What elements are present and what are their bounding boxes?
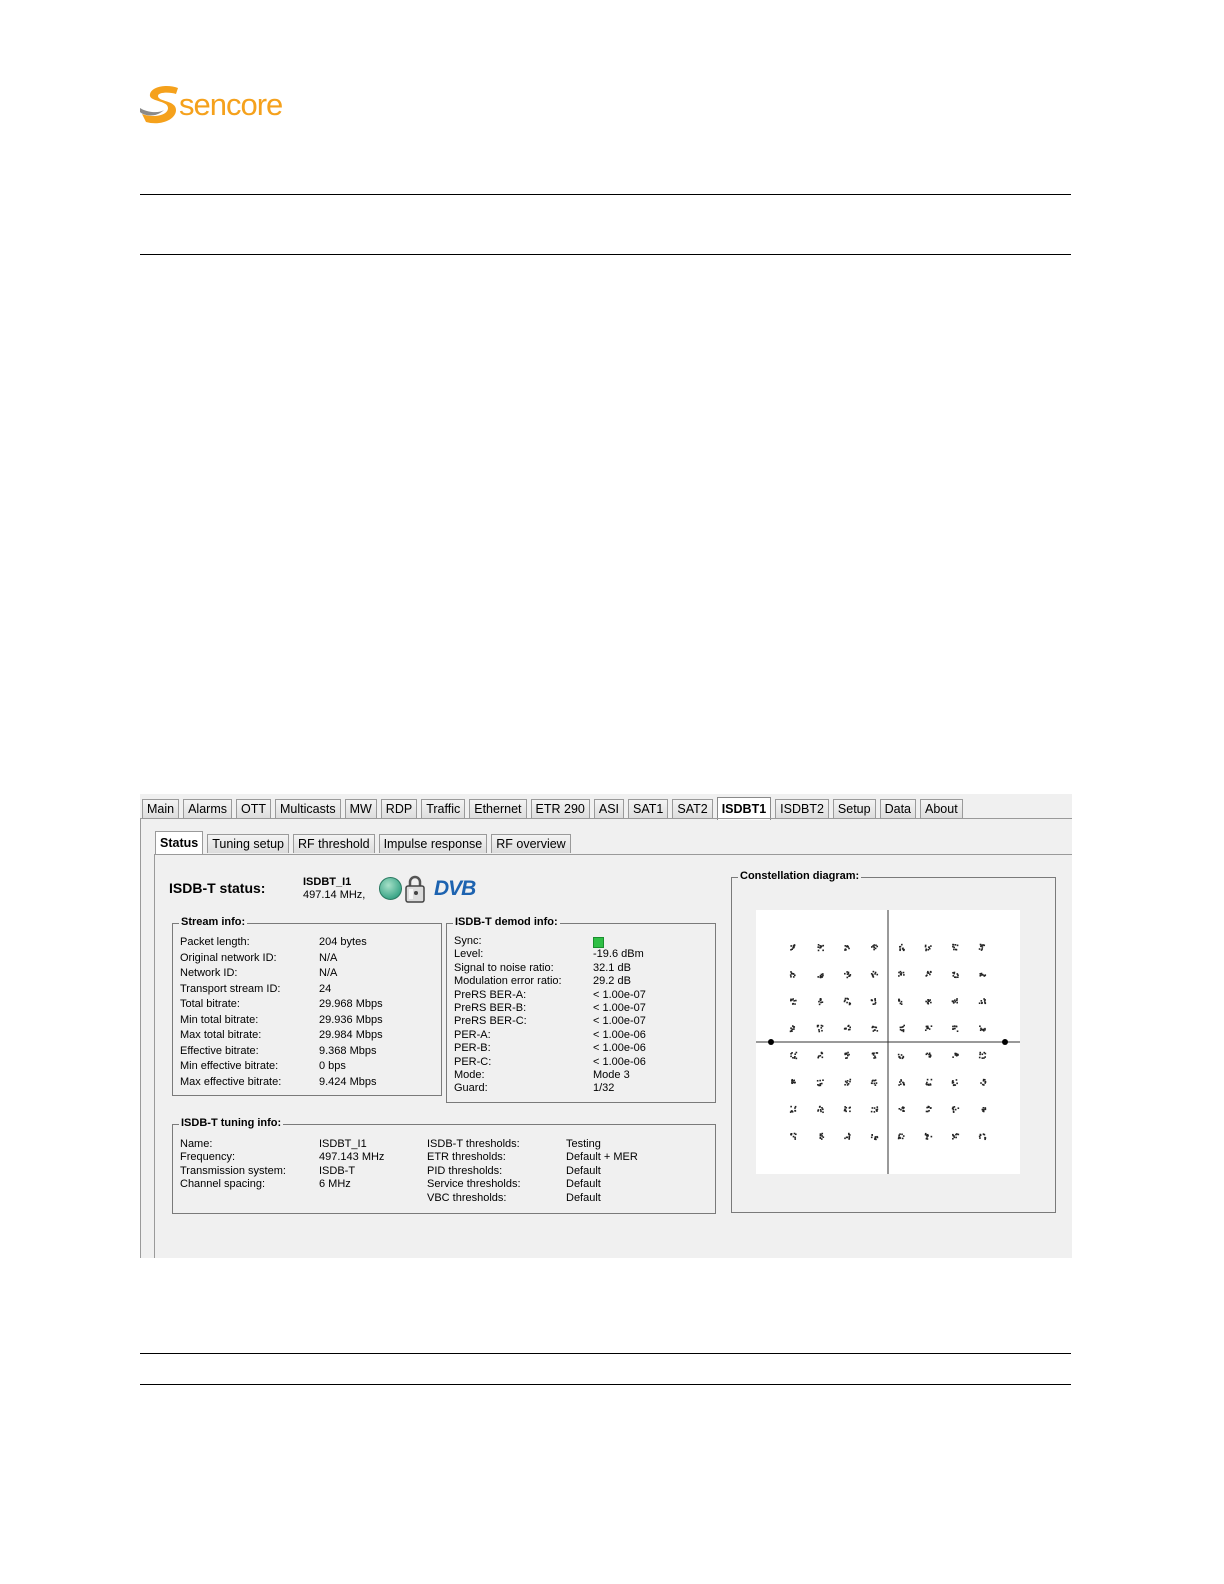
constellation-point — [790, 971, 796, 978]
tab-mw[interactable]: MW — [345, 799, 377, 819]
sub-content-border — [154, 854, 155, 1258]
subtab-status[interactable]: Status — [155, 831, 203, 854]
status-indicator-icon — [379, 877, 402, 900]
constellation-point — [899, 1106, 905, 1112]
constellation-point — [790, 998, 797, 1005]
stream-info-value: 9.424 Mbps — [319, 1075, 377, 1088]
threshold-key: Service thresholds: — [427, 1178, 521, 1191]
constellation-point — [844, 945, 850, 951]
constellation-point — [872, 1052, 878, 1059]
stream-info-key: Packet length: — [180, 936, 250, 948]
constellation-point — [790, 944, 795, 950]
lock-icon — [403, 874, 427, 904]
demod-info-value: -19.6 dBm — [593, 948, 644, 961]
header-rule-bottom — [140, 254, 1071, 255]
stream-info-value: 24 — [319, 982, 332, 995]
tab-asi[interactable]: ASI — [594, 799, 624, 819]
stream-info-values — [319, 935, 383, 1090]
constellation-point — [982, 1107, 987, 1112]
tab-about[interactable]: About — [920, 799, 963, 819]
tuning-key: Name: — [180, 1138, 213, 1150]
stream-info-value: N/A — [319, 967, 338, 979]
subtab-rf-overview[interactable]: RF overview — [491, 834, 570, 853]
tuning-info-panel — [172, 1117, 716, 1214]
demod-info-value: < 1.00e-07 — [593, 1001, 646, 1014]
tab-main[interactable]: Main — [142, 799, 179, 819]
tab-ott[interactable]: OTT — [236, 799, 271, 819]
constellation-point — [790, 1106, 797, 1113]
constellation-point — [979, 973, 986, 977]
demod-info-key: PreRS BER-A: — [454, 988, 527, 1001]
demod-info-key: Level: — [454, 948, 484, 961]
constellation-point — [952, 1053, 959, 1058]
threshold-key: PID thresholds: — [427, 1164, 503, 1177]
stream-info-key: Max effective bitrate: — [180, 1075, 282, 1088]
constellation-diagram — [756, 910, 1020, 1174]
constellation-point — [925, 1133, 932, 1140]
constellation-point — [790, 1025, 795, 1032]
constellation-point — [925, 971, 931, 977]
constellation-point — [952, 1025, 958, 1032]
constellation-point — [871, 1134, 878, 1140]
tab-isdbt2[interactable]: ISDBT2 — [775, 799, 829, 819]
demod-info-key: PreRS BER-C: — [454, 1015, 527, 1028]
stream-info-value: 29.968 Mbps — [319, 998, 383, 1010]
main-tab-bar — [142, 796, 967, 818]
pilot-marker-left — [768, 1039, 774, 1045]
threshold-key: VBC thresholds: — [427, 1191, 507, 1204]
main-tab-line — [140, 818, 1072, 819]
subtab-rf-threshold[interactable]: RF threshold — [293, 834, 375, 853]
tab-multicasts[interactable]: Multicasts — [275, 799, 341, 819]
constellation-point — [871, 998, 877, 1005]
constellation-point — [979, 998, 986, 1004]
demod-info-value: 29.2 dB — [593, 975, 631, 988]
demod-info-key: Modulation error ratio: — [454, 975, 562, 988]
constellation-point — [844, 1133, 850, 1140]
tab-sat2[interactable]: SAT2 — [672, 799, 712, 819]
stream-info-value: 204 bytes — [319, 936, 367, 948]
threshold-value: Default — [566, 1191, 601, 1204]
tuning-key: Frequency: — [180, 1151, 236, 1164]
constellation-point — [844, 1079, 851, 1086]
content-border — [140, 819, 141, 1258]
footer-rule-bottom — [140, 1384, 1071, 1385]
tab-data[interactable]: Data — [880, 799, 916, 819]
footer-rule-top — [140, 1353, 1071, 1354]
constellation-point — [952, 1133, 959, 1139]
constellation-point — [898, 999, 902, 1005]
threshold-key: ETR thresholds: — [427, 1151, 506, 1164]
constellation-point — [871, 971, 878, 978]
demod-info-value: Mode 3 — [593, 1068, 630, 1081]
header-rule-top — [140, 194, 1071, 195]
demod-info-values — [593, 935, 646, 1096]
constellation-point — [817, 1052, 823, 1059]
tuning-right-keys — [427, 1138, 521, 1205]
constellation-point — [871, 1106, 878, 1112]
demod-info-value: 1/32 — [593, 1082, 615, 1095]
constellation-point — [844, 971, 851, 978]
tuning-value: ISDB-T — [319, 1164, 356, 1177]
demod-info-key: PreRS BER-B: — [454, 1001, 527, 1014]
constellation-point — [871, 944, 878, 950]
stream-info-title: Stream info: — [181, 916, 246, 928]
constellation-point — [818, 998, 823, 1005]
threshold-value: Default — [566, 1178, 601, 1191]
constellation-point — [817, 944, 824, 951]
constellation-point — [952, 1079, 958, 1086]
demod-info-key: Signal to noise ratio: — [454, 961, 554, 974]
demod-info-key: PER-C: — [454, 1055, 492, 1068]
constellation-point — [871, 1026, 878, 1032]
constellation-point — [979, 944, 985, 951]
threshold-value: Testing — [566, 1138, 601, 1150]
stream-info-panel — [172, 916, 442, 1096]
demod-value-list — [593, 948, 646, 1095]
sync-status-icon — [593, 937, 604, 948]
constellation-title: Constellation diagram: — [740, 870, 860, 882]
demod-info-keys — [454, 935, 562, 1096]
demod-info-value: < 1.00e-06 — [593, 1042, 646, 1055]
constellation-point — [979, 1133, 986, 1140]
demod-info-value: < 1.00e-06 — [593, 1055, 646, 1068]
tab-etr-290[interactable]: ETR 290 — [531, 799, 590, 819]
constellation-point — [926, 1079, 933, 1086]
sub-tab-bar — [155, 830, 575, 853]
constellation-point — [926, 1053, 932, 1058]
threshold-value: Default — [566, 1164, 601, 1177]
demod-info-panel — [446, 916, 716, 1103]
demod-key-list — [454, 948, 562, 1095]
stream-info-key: Effective bitrate: — [180, 1044, 259, 1057]
constellation-point — [952, 1106, 959, 1113]
constellation-point — [844, 1052, 849, 1059]
tab-sat1[interactable]: SAT1 — [628, 799, 668, 819]
stream-info-key: Transport stream ID: — [180, 982, 281, 995]
tab-setup[interactable]: Setup — [833, 799, 876, 819]
constellation-point — [898, 971, 905, 977]
constellation-point — [925, 945, 932, 952]
demod-info-value: < 1.00e-06 — [593, 1028, 646, 1041]
constellation-point — [952, 944, 958, 951]
tab-ethernet[interactable]: Ethernet — [469, 799, 526, 819]
stream-info-key: Min effective bitrate: — [180, 1060, 279, 1072]
demod-info-key: PER-A: — [454, 1028, 491, 1041]
stream-info-key: Original network ID: — [180, 951, 277, 964]
constellation-point — [791, 1079, 796, 1084]
constellation-point — [898, 1079, 905, 1086]
tuning-left-keys — [180, 1138, 286, 1192]
stream-info-key: Network ID: — [180, 967, 238, 979]
stream-info-value: N/A — [319, 951, 338, 964]
constellation-point — [980, 1079, 986, 1086]
demod-info-key: Mode: — [454, 1068, 485, 1081]
tab-isdbt1[interactable]: ISDBT1 — [717, 797, 771, 820]
demod-info-value: < 1.00e-07 — [593, 1015, 646, 1028]
constellation-point — [926, 1106, 932, 1113]
threshold-key: ISDB-T thresholds: — [427, 1138, 520, 1150]
tuning-value: ISDBT_I1 — [319, 1138, 367, 1150]
constellation-point — [790, 1133, 796, 1140]
constellation-panel — [731, 870, 1056, 1213]
tab-traffic[interactable]: Traffic — [421, 799, 465, 819]
sync-value — [593, 935, 646, 948]
constellation-point — [820, 1133, 825, 1140]
demod-info-value: < 1.00e-07 — [593, 988, 646, 1001]
demod-info-key: PER-B: — [454, 1042, 491, 1055]
tuning-key: Transmission system: — [180, 1164, 286, 1177]
sync-label: Sync: — [454, 935, 482, 947]
constellation-point — [952, 998, 958, 1004]
pilot-marker-right — [1002, 1039, 1008, 1045]
brand-name: sencore — [179, 87, 283, 122]
constellation-point — [817, 1079, 824, 1086]
tuning-left-values — [319, 1138, 384, 1192]
stream-name: ISDBT_I1 — [303, 876, 352, 888]
constellation-point — [817, 973, 823, 978]
constellation-point — [898, 1133, 905, 1139]
subtab-impulse-response[interactable]: Impulse response — [379, 834, 488, 853]
constellation-point — [898, 1054, 904, 1059]
demod-info-title: ISDB-T demod info: — [455, 916, 558, 928]
subtab-tuning-setup[interactable]: Tuning setup — [207, 834, 289, 853]
constellation-point — [979, 1025, 986, 1031]
sub-tab-line — [154, 854, 1072, 855]
demod-info-key: Guard: — [454, 1082, 488, 1095]
stream-info-key: Max total bitrate: — [180, 1029, 262, 1041]
constellation-point — [925, 1025, 932, 1031]
tuning-right-values — [566, 1138, 638, 1205]
tab-rdp[interactable]: RDP — [381, 799, 417, 819]
sencore-s-icon — [138, 82, 182, 128]
stream-info-value: 0 bps — [319, 1060, 346, 1072]
isdbt-status-screenshot — [140, 794, 1072, 1258]
demod-info-value: 32.1 dB — [593, 961, 631, 974]
constellation-point — [952, 972, 959, 978]
sencore-logo — [138, 82, 298, 128]
tuning-value: 6 MHz — [319, 1178, 351, 1191]
constellation-point — [900, 1025, 905, 1032]
threshold-value: Default + MER — [566, 1151, 638, 1164]
constellation-point — [899, 944, 905, 951]
tuning-value: 497.143 MHz — [319, 1151, 385, 1164]
constellation-point — [844, 1025, 851, 1031]
constellation-point — [817, 1106, 824, 1113]
stream-frequency: 497.14 MHz, — [303, 889, 366, 901]
tab-alarms[interactable]: Alarms — [183, 799, 232, 819]
stream-info-key: Total bitrate: — [180, 998, 240, 1010]
stream-info-keys — [180, 935, 281, 1090]
stream-info-value: 29.984 Mbps — [319, 1029, 383, 1041]
tuning-info-title: ISDB-T tuning info: — [181, 1117, 282, 1129]
constellation-point — [925, 999, 931, 1004]
constellation-point — [844, 998, 851, 1006]
constellation-point — [817, 1025, 824, 1033]
tuning-key: Channel spacing: — [180, 1178, 266, 1191]
constellation-point — [871, 1079, 877, 1086]
stream-info-key: Min total bitrate: — [180, 1013, 259, 1026]
dvb-logo: DVB — [434, 877, 476, 900]
constellation-point — [790, 1052, 797, 1059]
status-label: ISDB-T status: — [169, 880, 266, 896]
stream-info-value: 9.368 Mbps — [319, 1044, 377, 1057]
constellation-point — [844, 1106, 851, 1112]
stream-info-value: 29.936 Mbps — [319, 1013, 383, 1026]
constellation-point — [979, 1052, 986, 1059]
